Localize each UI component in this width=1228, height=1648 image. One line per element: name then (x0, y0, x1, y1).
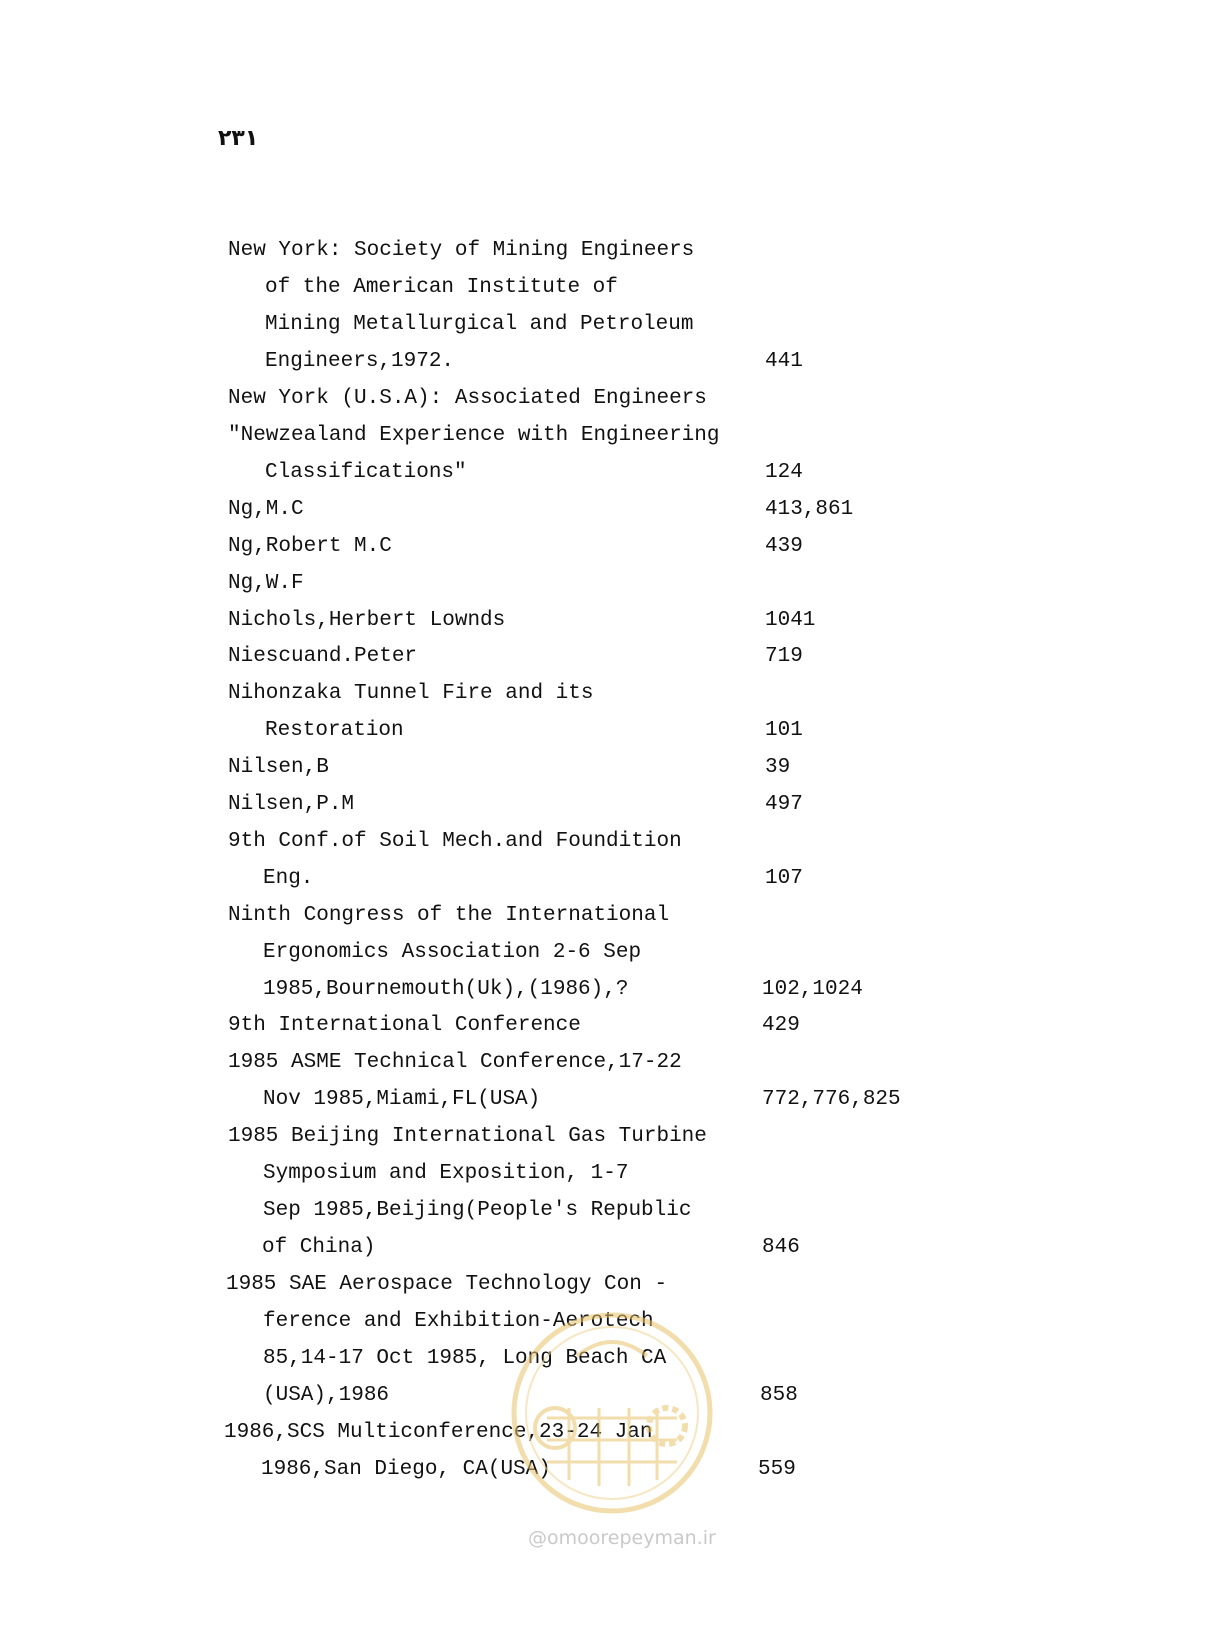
index-entry-pages: 124 (765, 461, 803, 484)
index-entry-text: 1985 SAE Aerospace Technology Con - (226, 1273, 668, 1296)
index-entry-pages: 1041 (765, 609, 816, 632)
index-entry-text: 1985,Bournemouth(Uk),(1986),? (263, 978, 629, 1001)
index-entry-text: Ninth Congress of the International (228, 904, 670, 927)
index-entry-text: Eng. (263, 867, 314, 890)
index-entry-text: (USA),1986 (263, 1384, 390, 1407)
index-entry-text: Nichols,Herbert Lownds (228, 609, 506, 632)
index-entry-text: Nilsen,P.M (228, 793, 355, 816)
index-entry-pages: 441 (765, 350, 803, 373)
index-entry-pages: 102,1024 (762, 978, 863, 1001)
index-entry-pages: 559 (758, 1458, 796, 1481)
index-entry-pages: 497 (765, 793, 803, 816)
index-entry-text: Classifications" (265, 461, 467, 484)
index-entry-text: 85,14-17 Oct 1985, Long Beach CA (263, 1347, 667, 1370)
index-entry-pages: 858 (760, 1384, 798, 1407)
index-entry-text: 9th International Conference (228, 1014, 581, 1037)
index-entry-text: Ng,M.C (228, 498, 304, 521)
index-entry-text: Nihonzaka Tunnel Fire and its (228, 682, 594, 705)
index-entry-text: Nov 1985,Miami,FL(USA) (263, 1088, 541, 1111)
index-entry-pages: 413,861 (765, 498, 854, 521)
index-entry-text: 1985 ASME Technical Conference,17-22 (228, 1051, 682, 1074)
index-entry-text: 1986,SCS Multiconference,23-24 Jan (224, 1421, 653, 1444)
index-entry-text: Ng,Robert M.C (228, 535, 392, 558)
index-entry-text: "Newzealand Experience with Engineering (228, 424, 720, 447)
index-entry-text: Symposium and Exposition, 1-7 (263, 1162, 629, 1185)
index-entry-text: Ergonomics Association 2-6 Sep (263, 941, 642, 964)
watermark-caption: @omoorepeyman.ir (528, 1527, 716, 1549)
index-entry-pages: 107 (765, 867, 803, 890)
index-entry-pages: 429 (762, 1014, 800, 1037)
index-entry-text: Sep 1985,Beijing(People's Republic (263, 1199, 692, 1222)
index-entry-pages: 39 (765, 756, 791, 779)
index-entry-text: Mining Metallurgical and Petroleum (265, 313, 694, 336)
index-entry-pages: 101 (765, 719, 803, 742)
index-entry-text: of China) (262, 1236, 376, 1259)
page-number: ۲۳۱ (218, 126, 259, 151)
index-entry-text: Restoration (265, 719, 404, 742)
watermark-seal-icon (507, 1308, 717, 1518)
index-entry-pages: 846 (762, 1236, 800, 1259)
index-entry-text: 1985 Beijing International Gas Turbine (228, 1125, 707, 1148)
index-entry-pages: 719 (765, 645, 803, 668)
index-entry-text: Engineers,1972. (265, 350, 455, 373)
index-entry-text: New York: Society of Mining Engineers (228, 239, 695, 262)
index-entry-pages: 439 (765, 535, 803, 558)
index-entry-text: 9th Conf.of Soil Mech.and Foundition (228, 830, 682, 853)
index-entry-text: New York (U.S.A): Associated Engineers (228, 387, 707, 410)
index-entry-text: Ng,W.F (228, 572, 304, 595)
index-entry-text: ference and Exhibition-Aerotech (263, 1310, 654, 1333)
index-entry-text: 1986,San Diego, CA(USA) (261, 1458, 551, 1481)
index-entry-text: of the American Institute of (265, 276, 618, 299)
index-entry-text: Niescuand.Peter (228, 645, 418, 668)
index-entry-pages: 772,776,825 (762, 1088, 901, 1111)
index-entry-text: Nilsen,B (228, 756, 329, 779)
